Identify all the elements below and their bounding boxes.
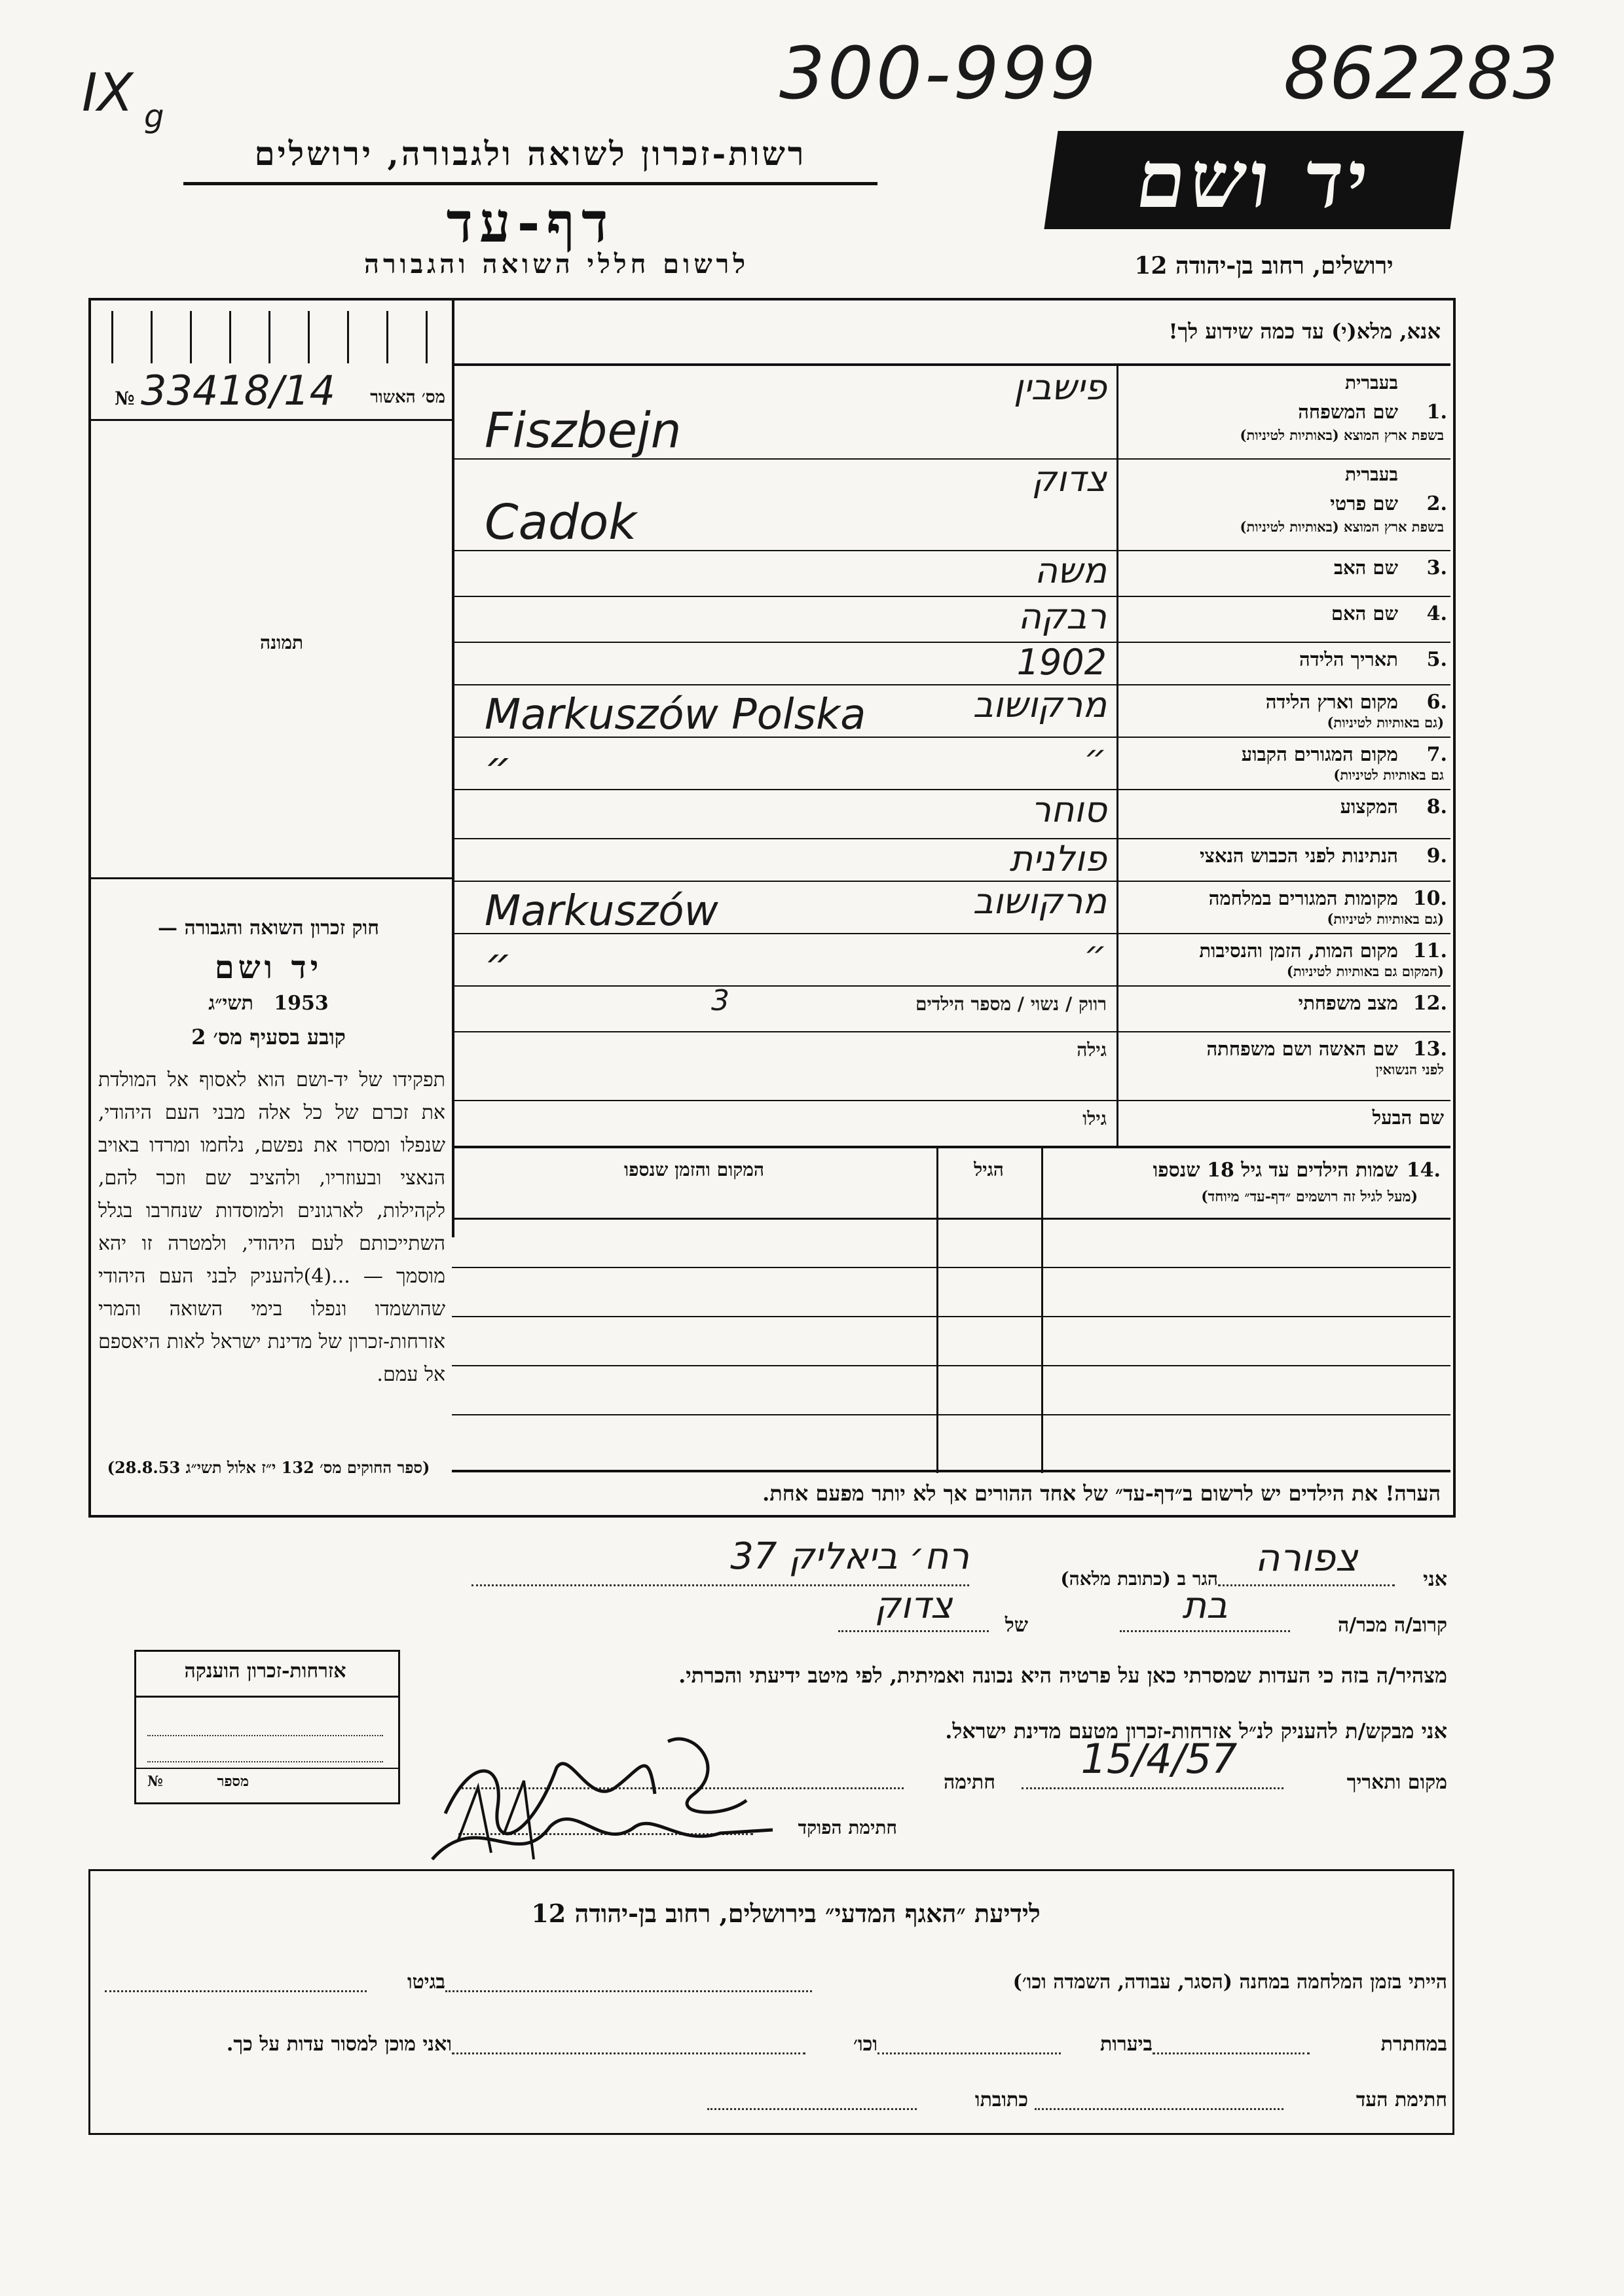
footer-witness-sig-label: חתימת העד — [1356, 2088, 1447, 2111]
field-value-hebrew[interactable]: גילה — [1077, 1039, 1107, 1061]
field-value-hebrew[interactable]: 1902 — [1016, 642, 1107, 683]
field-label: המקצוע — [1340, 795, 1398, 818]
archive-number: 300-999 — [779, 31, 1099, 115]
law-clause: קובע בסעיף מס׳ 2 — [191, 1025, 346, 1049]
field-value-latin[interactable]: Markuszów — [485, 887, 718, 936]
footer-camp-label: הייתי בזמן המלחמה במחנה (הסגר, עבודה, השמדה וכו׳) — [1012, 1971, 1447, 1994]
residing-label: הגר ב (כתובת מלאה) — [1060, 1568, 1218, 1590]
approval-cells — [111, 311, 445, 363]
footer-etc-label: וכו׳ — [853, 2033, 877, 2056]
official-signature-label: חתימת הפוקד — [798, 1817, 897, 1838]
field-value-hebrew[interactable]: רווק / נשוי / מספר הילדים — [915, 993, 1107, 1015]
declarant-address[interactable]: רח׳ ביאליק 37 — [730, 1535, 969, 1578]
children-sub: (מעל לגיל זה רושמים ״דף-עד״ מיוחד) — [1201, 1188, 1418, 1205]
field-label: שם הבעל — [1372, 1106, 1444, 1129]
field-value-latin[interactable]: Fiszbejn — [485, 403, 682, 459]
field-number: 2. — [1426, 492, 1447, 515]
relation-value[interactable]: בת — [1182, 1584, 1228, 1627]
field-value-hebrew[interactable]: סוחר — [1031, 789, 1107, 830]
field-label: שם המשפחה — [1298, 401, 1398, 423]
form-subtitle: לרשום חללי השואה והגבורה — [363, 249, 750, 280]
footer-ghetto-label: בגיטו — [407, 1971, 445, 1994]
field-value-hebrew[interactable]: צדוק — [1031, 458, 1107, 500]
relative-of-value[interactable]: צדוק — [874, 1584, 953, 1627]
declarant-signature-image — [419, 1689, 786, 1886]
field-number: 8. — [1426, 795, 1447, 818]
field-label: מצב משפחתי — [1298, 992, 1398, 1014]
field-number: 6. — [1426, 691, 1447, 714]
declaration-i-label: אני — [1423, 1568, 1447, 1591]
approval-no-prefix: № — [115, 388, 135, 409]
law-name: יד ושם — [214, 949, 323, 986]
field-sublabel: (המקום גם באותיות לטיניות) — [1286, 963, 1444, 979]
field-label: שם האב — [1333, 556, 1398, 579]
children-num: 14. — [1406, 1159, 1441, 1182]
approval-number[interactable]: 33418/14 — [141, 367, 336, 414]
field-sublabel: גם באותיות לטיניות) — [1333, 767, 1444, 783]
field-label: שם האם — [1331, 602, 1398, 625]
field-number: 11. — [1412, 939, 1447, 962]
place-date-value[interactable]: 15/4/57 — [1080, 1735, 1238, 1783]
law-year-gregorian: 1953 — [274, 992, 329, 1015]
law-text: תפקידו של יד-ושם הוא לאסוף אל המולדת את זכרם של כל אלה מבני העם היהודי, שנפלו ומסרו את נפשם, נלחמו ומרדו באויב הנאצי ובעוזריו, ולהציב שם וזכר להם, לקהילות, לארגונים ולמוסדות שנחרבו בגלל השתייכותם לעם היהודי, ולמטרה זו יהא מוסמך — ...(4)להעניק לבני העם היהודי שהושמדו ונפלו בימי השואה והמרי אזרחות-זכרון של מדינת ישראל לאות היאספם אל עמם. — [98, 1068, 446, 1386]
field-hint: בעברית — [1344, 372, 1398, 393]
signature-label: חתימה — [944, 1771, 995, 1794]
approval-label: מס׳ האשור — [370, 388, 445, 407]
authority-name: רשות-זכרון לשואה ולגבורה, ירושלים — [254, 134, 807, 173]
corner-small-mark: g — [144, 98, 164, 135]
field-label: הנתינות לפני הכבוש הנאצי — [1200, 845, 1398, 867]
field-value-latin[interactable]: ״ — [485, 939, 512, 988]
field-label: מקומות המגורים במלחמה — [1208, 887, 1398, 909]
field-number: 10. — [1412, 887, 1447, 910]
field-sublabel: (גם באותיות לטיניות) — [1327, 911, 1444, 927]
field-value-latin[interactable]: Cadok — [485, 494, 637, 551]
field-value-hebrew[interactable]: מרקושוב — [972, 881, 1107, 922]
relative-label: קרוב/ה מכר/ה — [1338, 1614, 1447, 1637]
place-date-label: מקום ותאריך — [1346, 1771, 1447, 1794]
photo-label: תמונה — [259, 632, 304, 653]
children-label: שמות הילדים עד גיל 18 שנספו — [1153, 1159, 1398, 1182]
of-label: של — [1005, 1614, 1028, 1637]
law-source: (ספר החוקים מס׳ 132 י״ז אלול תשי״ג 28.8.53) — [107, 1458, 430, 1477]
form-title: דף-עד — [446, 190, 615, 255]
law-year — [98, 992, 439, 1015]
row-separator — [452, 1100, 1450, 1101]
field-number: 3. — [1426, 556, 1447, 579]
footer-forests-label: ביערות — [1099, 2033, 1153, 2056]
footer-address-label: כתובתו — [974, 2088, 1028, 2111]
children-count-value[interactable]: 3 — [711, 984, 729, 1017]
field-hint: בעברית — [1344, 464, 1398, 485]
field-number: 13. — [1412, 1038, 1447, 1061]
field-number: 7. — [1426, 743, 1447, 766]
field-sublabel: בשפת ארץ המוצא (באותיות לטיניות) — [1240, 427, 1444, 443]
citizenship-title: אזרחות-זכרון הוענקה — [184, 1660, 346, 1683]
field-value-hebrew[interactable]: משה — [1034, 550, 1107, 591]
footer-underground-label: במחתרת — [1380, 2033, 1447, 2056]
children-col-place: המקום והזמן שנספו — [624, 1159, 764, 1180]
instruction: אנא, מלא(י) עד כמה שידוע לך! — [1168, 319, 1441, 344]
field-sublabel: לפני הנשואין — [1375, 1061, 1444, 1078]
field-label: תאריך הלידה — [1299, 648, 1398, 670]
footer-ready-label: ואני מוכן למסור עדות על כך. — [226, 2033, 452, 2056]
item-number: 862283 — [1283, 31, 1559, 115]
yad-vashem-logo: יד ושם — [1044, 131, 1464, 229]
field-sublabel: בשפת ארץ המוצא (באותיות לטיניות) — [1240, 519, 1444, 535]
field-number: 12. — [1412, 992, 1447, 1015]
declarant-name[interactable]: צפורה — [1255, 1535, 1358, 1580]
citizenship-no-symbol: № — [147, 1773, 163, 1790]
declaration-request: אני מבקש/ת להעניק לנ״ל אזרחות-זכרון מטעם מדינת ישראל. — [945, 1719, 1447, 1743]
field-label: מקום וארץ הלידה — [1265, 691, 1398, 713]
field-label: מקום המות, הזמן והנסיבות — [1199, 939, 1398, 962]
field-label: שם פרטי — [1330, 492, 1398, 515]
field-number: 4. — [1426, 602, 1447, 625]
field-value-hebrew[interactable]: רבקה — [1018, 596, 1107, 637]
field-number: 9. — [1426, 845, 1447, 867]
field-value-hebrew[interactable]: פולנית — [1009, 838, 1107, 879]
children-note: הערה! את הילדים יש לרשום ב״דף-עד״ של אחד ההורים אך לא יותר מפעם אחת. — [762, 1481, 1441, 1506]
field-number: 1. — [1426, 401, 1447, 424]
corner-mark: IX — [82, 62, 134, 123]
field-value-latin[interactable]: Markuszów Polska — [485, 691, 866, 739]
field-value-hebrew[interactable]: מרקושוב — [972, 684, 1107, 725]
field-number: 5. — [1426, 648, 1447, 671]
header-address: ירושלים, רחוב בן-יהודה 12 — [1134, 252, 1393, 280]
field-value-hebrew[interactable]: ״ — [1084, 737, 1107, 778]
field-value-hebrew[interactable]: ״ — [1084, 933, 1107, 974]
footer-title: לידיעת ״האגף המדעי״ בירושלים, רחוב בן-יהודה 12 — [531, 1899, 1041, 1928]
law-title: חוק זכרון השואה והגבורה — — [158, 917, 379, 939]
declaration-statement: מצהיר/ה בזה כי העדות שמסרתי כאן על פרטיה היא נכונה ואמיתית, לפי מיטב ידיעתי והכרתי. — [678, 1663, 1447, 1688]
field-value-hebrew[interactable]: גילו — [1082, 1108, 1107, 1129]
field-value-latin[interactable]: ״ — [485, 743, 512, 792]
field-label: שם האשה ושם משפחתה — [1206, 1038, 1398, 1060]
citizenship-number-label: מספר — [217, 1773, 249, 1790]
field-label: מקום המגורים הקבוע — [1241, 743, 1398, 765]
children-col-age: הגיל — [974, 1159, 1004, 1180]
law-year-he: תשי״ג — [208, 992, 253, 1015]
row-separator — [452, 1031, 1450, 1032]
field-value-hebrew[interactable]: פישבין — [1013, 367, 1107, 408]
field-sublabel: (גם באותיות לטיניות) — [1327, 714, 1444, 731]
